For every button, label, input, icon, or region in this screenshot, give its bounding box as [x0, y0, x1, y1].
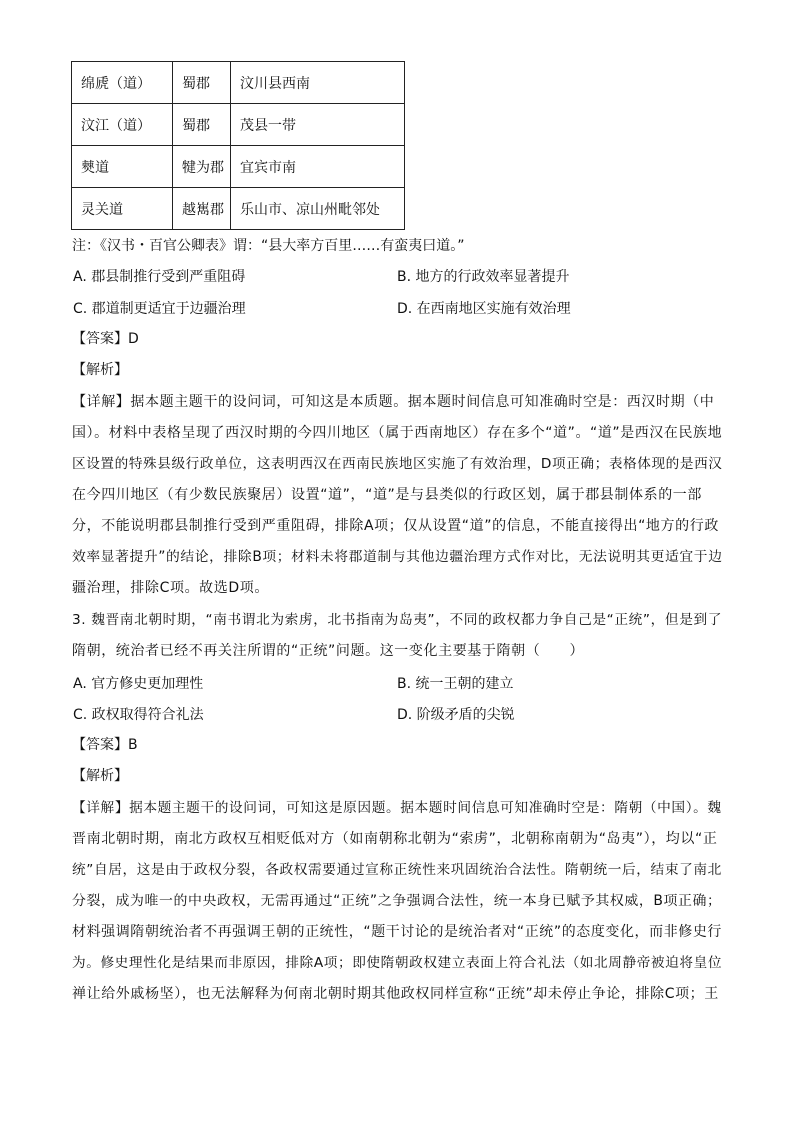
- q3-option-b: B. 统一王朝的建立: [397, 676, 514, 692]
- q3-option-a: A. 官方修史更加理性: [73, 676, 204, 692]
- table-row: [72, 188, 405, 230]
- q2-option-a: A. 郡县制推行受到严重阻碍: [73, 269, 246, 285]
- table-cell: 绵虒（道）: [72, 62, 173, 104]
- q2-detail-line: 效率显著提升”的结论，排除B项；材料未将郡道制与其他边疆治理方式作对比，无法说明其更适宜于边: [72, 549, 723, 565]
- q3-detail-line: 禅让给外戚杨坚），也无法解释为何南北朝时期其他政权同样宣称“正统”却未停止争论，排除C项；王: [72, 986, 719, 1002]
- table-cell: 蜀郡: [173, 62, 231, 104]
- q2-detail-line: 国）。材料中表格呈现了西汉时期的今四川地区（属于西南地区）存在多个“道”。“道”是西汉在民族地: [72, 425, 723, 441]
- q3-stem-line: 隋朝，统治者已经不再关注所谓的“正统”问题。这一变化主要基于隋朝（ ）: [72, 643, 585, 659]
- table-row: [72, 104, 405, 146]
- q3-detail-line: 【详解】据本题主题干的设问词，可知这是原因题。据本题时间信息可知准确时空是：隋朝（中国）。魏: [72, 800, 722, 816]
- table-cell: 汶川县西南: [231, 62, 405, 104]
- q2-option-c: C. 郡道制更适宜于边疆治理: [73, 301, 246, 317]
- region-table: [71, 61, 405, 230]
- q2-detail-line: 疆治理，排除C项。故选D项。: [72, 580, 269, 596]
- table-cell: 宜宾市南: [231, 146, 405, 188]
- q3-answer: 【答案】B: [72, 737, 138, 753]
- q3-detail-line: 统”自居，这是由于政权分裂，各政权需要通过宣称正统性来巩固统治合法性。隋朝统一后，结束了南北: [72, 862, 722, 878]
- table-row: [72, 146, 405, 188]
- q3-detail-line: 晋南北朝时期，南北方政权互相贬低对方（如南朝称北朝为“索虏”，北朝称南朝为“岛夷”），均以“正: [72, 831, 718, 847]
- table-row: [72, 62, 405, 104]
- table-cell: 蜀郡: [173, 104, 231, 146]
- table-cell: 僰道: [72, 146, 173, 188]
- q3-detail-line: 分裂，成为唯一的中央政权，无需再通过“正统”之争强调合法性，统一本身已赋予其权威，B项正确；: [72, 893, 722, 909]
- table-cell: 乐山市、凉山州毗邻处: [231, 188, 405, 230]
- q3-option-d: D. 阶级矛盾的尖锐: [397, 707, 515, 723]
- table-cell: 犍为郡: [173, 146, 231, 188]
- q2-detail-line: 分，不能说明郡县制推行受到严重阻碍，排除A项；仅从设置“道”的信息，不能直接得出“地方的行政: [72, 518, 719, 534]
- q2-detail-line: 区设置的特殊县级行政单位，这表明西汉在西南民族地区实施了有效治理，D项正确；表格体现的是西汉: [72, 456, 723, 472]
- table-cell: 汶江（道）: [72, 104, 173, 146]
- q2-analysis-label: 【解析】: [72, 362, 128, 378]
- q3-detail-line: 为。修史理性化是结果而非原因，排除A项；即使隋朝政权建立表面上符合礼法（如北周静帝被迫将皇位: [72, 955, 723, 971]
- q3-analysis-label: 【解析】: [72, 768, 128, 784]
- q2-detail-line: 在今四川地区（有少数民族聚居）设置“道”，“道”是与县类似的行政区划，属于郡县制体系的一部: [72, 487, 703, 503]
- table-cell: 越嶲郡: [173, 188, 231, 230]
- table-note: 注：《汉书・百官公卿表》谓：“县大率方百里……有蛮夷曰道。”: [72, 238, 465, 254]
- q2-answer: 【答案】D: [72, 331, 139, 347]
- q2-option-b: B. 地方的行政效率显著提升: [397, 269, 570, 285]
- q2-option-d: D. 在西南地区实施有效治理: [397, 301, 571, 317]
- q2-detail-line: 【详解】据本题主题干的设问词，可知这是本质题。据本题时间信息可知准确时空是：西汉时期（中: [72, 394, 715, 410]
- q3-detail-line: 材料强调隋朝统治者不再强调王朝的正统性，“题干讨论的是统治者对“正统”的态度变化，而非修史行: [72, 924, 722, 940]
- table-cell: 茂县一带: [231, 104, 405, 146]
- q3-stem-line: 3. 魏晋南北朝时期，“南书谓北为索虏，北书指南为岛夷”，不同的政权都力争自己是“正统”，但是到了: [72, 612, 723, 628]
- table-cell: 灵关道: [72, 188, 173, 230]
- q3-option-c: C. 政权取得符合礼法: [73, 707, 204, 723]
